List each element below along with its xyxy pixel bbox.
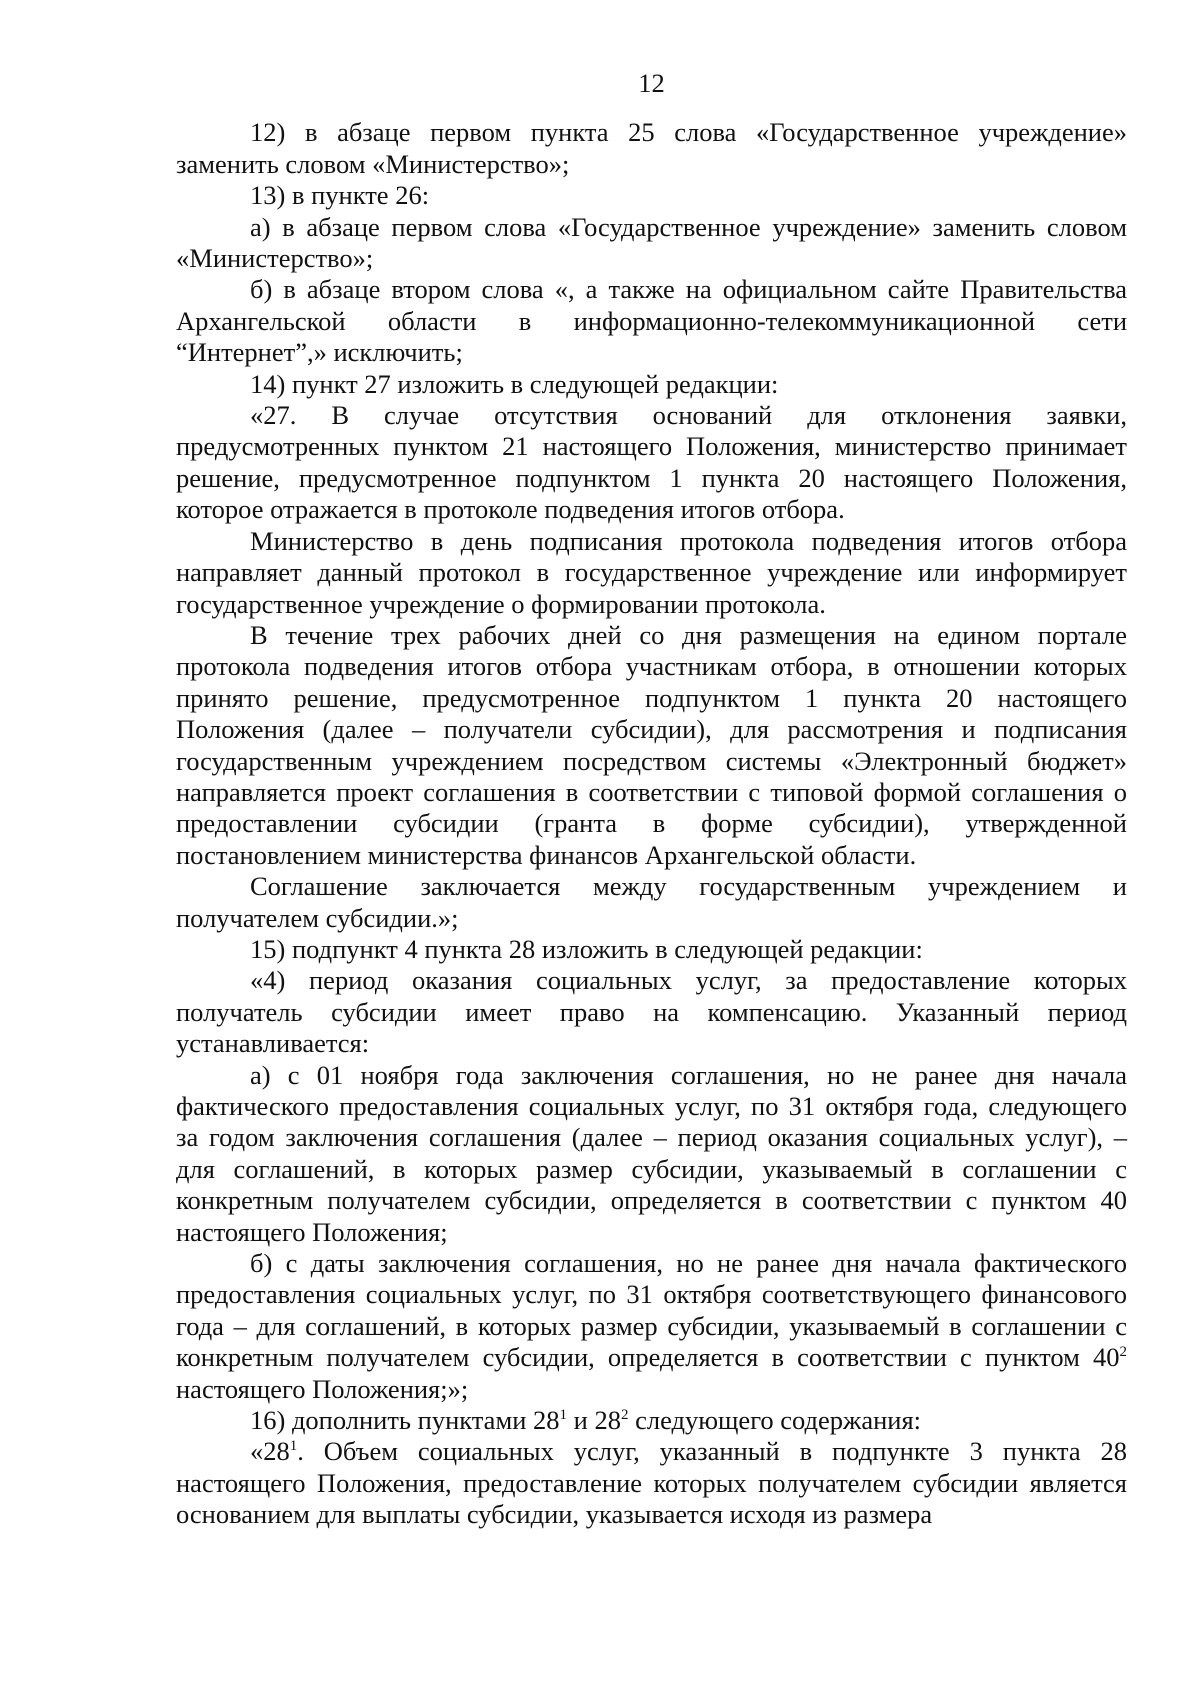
- superscript: 1: [289, 1438, 298, 1455]
- paragraph-item-16: [176, 1405, 1127, 1436]
- paragraph-item-15: 15) подпункт 4 пункта 28 изложить в следующей редакции:: [250, 933, 923, 964]
- paragraph-agreement-concluded: Соглашение заключается между государственным учреждением и получателем субсидии.»;: [176, 871, 1127, 933]
- paragraph-subpoint-4a: а) с 01 ноября года заключения соглашения, но не ранее дня начала фактического предоставления социальных услуг, по 31 октября года, следующего за годом заключения соглашения (далее – период оказания социальных услуг), – для соглашений, в которых размер субсидии, указываемый в соглашении с конкретным получателем субсидии, определяется в соответствии с пунктом 40 настоящего Положения;: [176, 1059, 1127, 1247]
- paragraph-point-28-1: [176, 1436, 1127, 1530]
- paragraph-subpoint-4: «4) период оказания социальных услуг, за предоставление которых получатель субсидии имеет право на компенсацию. Указанный период устанавливается:: [176, 965, 1127, 1059]
- paragraph-text: и 28: [567, 1405, 621, 1436]
- paragraph-item-12: 12) в абзаце первом пункта 25 слова «Государственное учреждение» заменить словом «Министерство»;: [176, 117, 1127, 179]
- superscript: 1: [559, 1407, 568, 1424]
- paragraph-item-13a: а) в абзаце первом слова «Государственное учреждение» заменить словом «Министерство»;: [176, 211, 1127, 274]
- paragraph-text: б) с даты заключения соглашения, но не ранее дня начала фактического предоставления социальных услуг, по 31 октября соответствующего финансового года – для соглашений, в которых размер субсидии, указываемый в соглашении с конкретным получателем субсидии, определяется в соответствии с пунктом 40: [176, 1248, 1127, 1373]
- superscript: 2: [620, 1407, 629, 1424]
- paragraph-text: настоящего Положения;»;: [176, 1373, 469, 1404]
- paragraph-ministry-protocol: Министерство в день подписания протокола подведения итогов отбора направляет данный протокол в государственное учреждение или информирует государственное учреждение о формировании протокола.: [176, 525, 1127, 619]
- page-number: 12: [638, 68, 665, 98]
- paragraph-text: «28: [250, 1436, 290, 1467]
- paragraph-text: . Объем социальных услуг, указанный в подпункте 3 пункта 28 настоящего Положения, предоставление которых получателем субсидии является основанием для выплаты субсидии, указывается исходя из размера: [176, 1436, 1127, 1530]
- paragraph-text: следующего содержания:: [628, 1405, 922, 1436]
- paragraph-item-14: 14) пункт 27 изложить в следующей редакции:: [250, 368, 779, 399]
- paragraph-item-13b: б) в абзаце втором слова «, а также на официальном сайте Правительства Архангельской области в информационно-телекоммуникационной сети “Интернет”,» исключить;: [176, 274, 1127, 368]
- paragraph-item-13: 13) в пункте 26:: [250, 180, 430, 211]
- paragraph-text: 16) дополнить пунктами 28: [250, 1405, 560, 1436]
- paragraph-three-working-days: В течение трех рабочих дней со дня размещения на едином портале протокола подведения итогов отбора участникам отбора, в отношении которых принято решение, предусмотренное подпунктом 1 пункта 20 настоящего Положения (далее – получатели субсидии), для рассмотрения и подписания государственным учреждением посредством системы «Электронный бюджет» направляется проект соглашения в соответствии с типовой формой соглашения о предоставлении субсидии (гранта в форме субсидии), утвержденной постановлением министерства финансов Архангельской области.: [176, 619, 1127, 870]
- superscript: 2: [1119, 1344, 1127, 1361]
- paragraph-subpoint-4b: [176, 1248, 1127, 1405]
- paragraph-point-27: «27. В случае отсутствия оснований для отклонения заявки, предусмотренных пунктом 21 настоящего Положения, министерство принимает решение, предусмотренное подпунктом 1 пункта 20 настоящего Положения, которое отражается в протоколе подведения итогов отбора.: [176, 400, 1127, 525]
